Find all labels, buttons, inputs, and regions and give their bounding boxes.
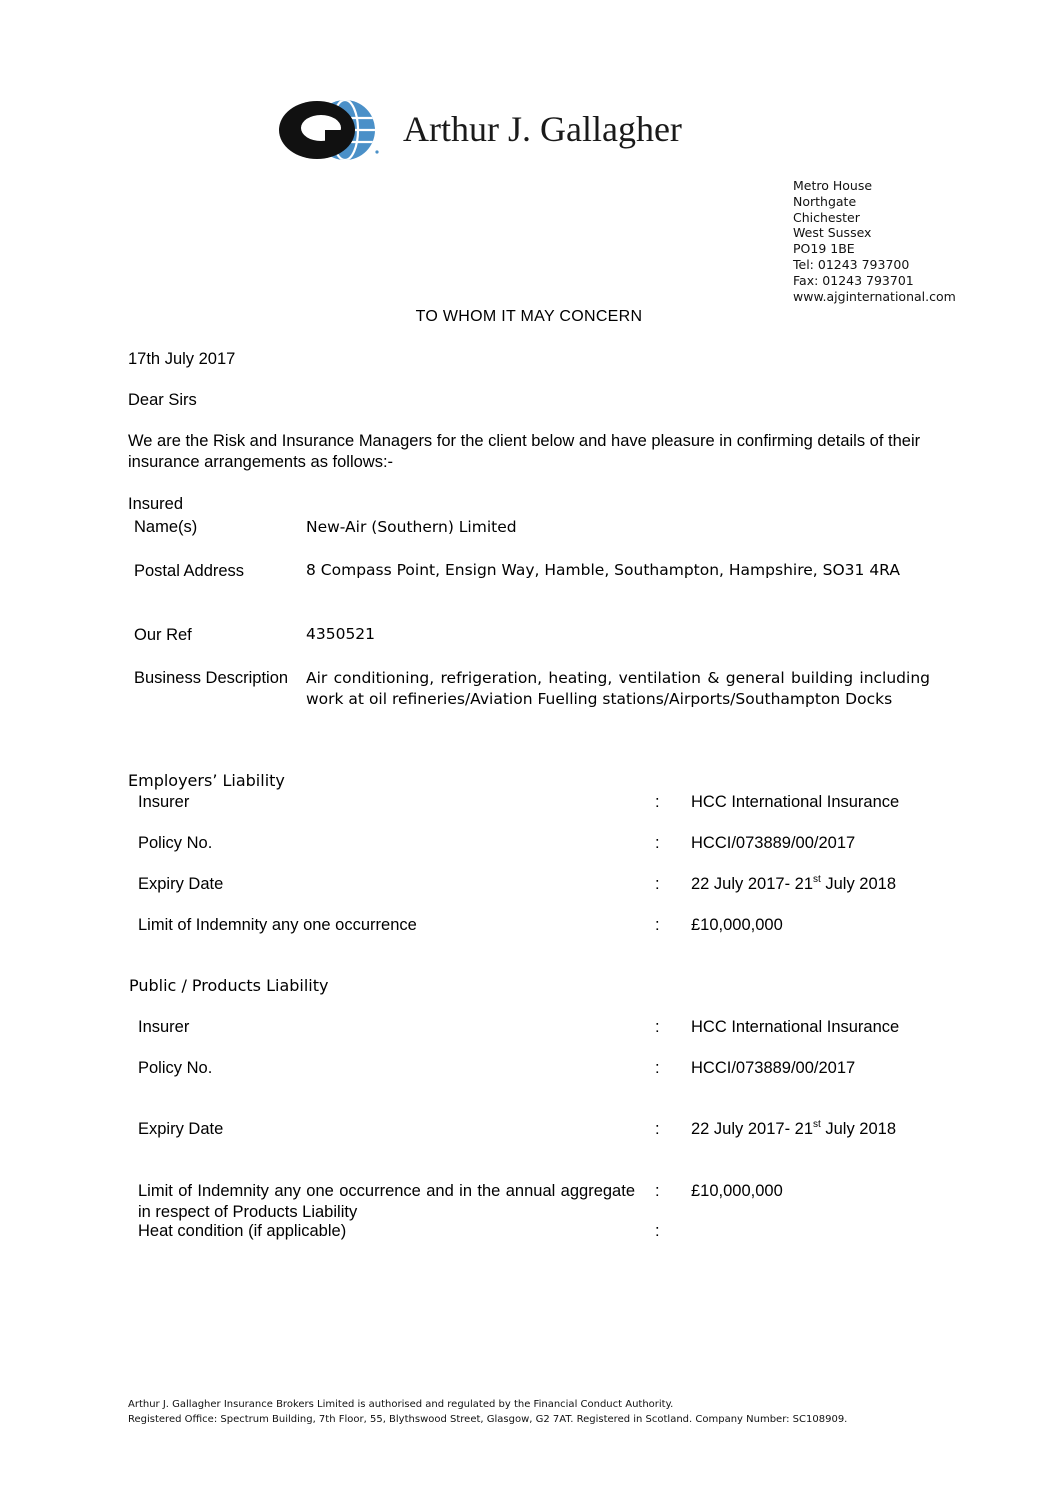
heat-condition-label: Heat condition (if applicable) (138, 1222, 347, 1240)
separator-colon: : (655, 1182, 660, 1200)
business-description-label: Business Description (134, 669, 289, 687)
pl-insurer-value: HCC International Insurance (691, 1018, 900, 1036)
fax-line: Fax: 01243 793701 (793, 272, 914, 288)
ordinal-suffix: st (813, 1119, 821, 1130)
expiry-date-end: July 2018 (820, 875, 897, 893)
el-expiry-value (691, 874, 896, 895)
footer-regulatory-line: Arthur J. Gallagher Insurance Brokers Limited is authorised and regulated by the Financial Conduct Authority. (128, 1399, 674, 1410)
separator-colon: : (655, 1120, 660, 1138)
el-insurer-label: Insurer (138, 793, 190, 811)
address-line: PO19 1BE (793, 241, 855, 257)
address-line: West Sussex (793, 225, 872, 241)
names-value: New-Air (Southern) Limited (306, 518, 517, 536)
expiry-date-start: 22 July 2017- 21 (691, 875, 814, 893)
el-expiry-label: Expiry Date (138, 875, 224, 893)
website-line: www.ajginternational.com (793, 288, 956, 304)
separator-colon: : (655, 1222, 660, 1240)
footer-registered-office-line: Registered Office: Spectrum Building, 7th Floor, 55, Blythswood Street, Glasgow, G2 7AT. Registered in Scotland. Company Number: SC108909. (128, 1413, 848, 1425)
address-line: Northgate (793, 193, 857, 209)
our-ref-value: 4350521 (306, 625, 376, 643)
expiry-date-end: July 2018 (820, 1120, 897, 1138)
globe-g-icon (279, 100, 379, 160)
business-description-value: Air conditioning, refrigeration, heating, ventilation & general building including work at oil refineries/Aviation Fuelling stations/Airports/Southampton Docks (306, 669, 930, 708)
names-label: Name(s) (134, 518, 198, 536)
sender-address (793, 178, 956, 304)
public-liability-title: Public / Products Liability (129, 976, 329, 995)
pl-limit-label: Limit of Indemnity any one occurrence and in the annual aggregate in respect of Products Liability (138, 1182, 635, 1221)
pl-policy-value: HCCI/073889/00/2017 (691, 1059, 856, 1077)
pl-policy-label: Policy No. (138, 1059, 213, 1077)
address-line: Metro House (793, 178, 873, 193)
separator-colon: : (655, 1018, 660, 1036)
footer (128, 1398, 847, 1427)
brand-name: Arthur J. Gallagher (403, 109, 682, 149)
letter-heading: TO WHOM IT MAY CONCERN (415, 308, 643, 325)
phone-line: Tel: 01243 793700 (793, 256, 910, 272)
pl-expiry-value (691, 1119, 896, 1140)
our-ref-label: Our Ref (134, 626, 192, 644)
pl-expiry-label: Expiry Date (138, 1120, 224, 1138)
separator-colon: : (655, 875, 660, 893)
salutation: Dear Sirs (128, 391, 197, 409)
postal-address-value: 8 Compass Point, Ensign Way, Hamble, Southampton, Hampshire, SO31 4RA (306, 561, 900, 579)
pl-limit-value: £10,000,000 (691, 1182, 783, 1200)
separator-colon: : (655, 793, 660, 811)
separator-colon: : (655, 1059, 660, 1077)
address-line: Chichester (793, 209, 860, 225)
letter-date: 17th July 2017 (128, 350, 236, 368)
ordinal-suffix: st (813, 874, 821, 885)
el-limit-value: £10,000,000 (691, 916, 783, 934)
postal-address-label: Postal Address (134, 562, 245, 580)
pl-insurer-label: Insurer (138, 1018, 190, 1036)
el-policy-value: HCCI/073889/00/2017 (691, 834, 856, 852)
separator-colon: : (655, 834, 660, 852)
separator-colon: : (655, 916, 660, 934)
expiry-date-start: 22 July 2017- 21 (691, 1120, 814, 1138)
el-limit-label: Limit of Indemnity any one occurrence (138, 916, 417, 934)
intro-paragraph: We are the Risk and Insurance Managers for the client below and have pleasure in confirming details of their insurance arrangements as follows:- (128, 432, 921, 471)
insured-section-title: Insured (128, 495, 184, 513)
el-insurer-value: HCC International Insurance (691, 793, 900, 811)
el-policy-label: Policy No. (138, 834, 213, 852)
employers-liability-title: Employers’ Liability (128, 771, 285, 790)
